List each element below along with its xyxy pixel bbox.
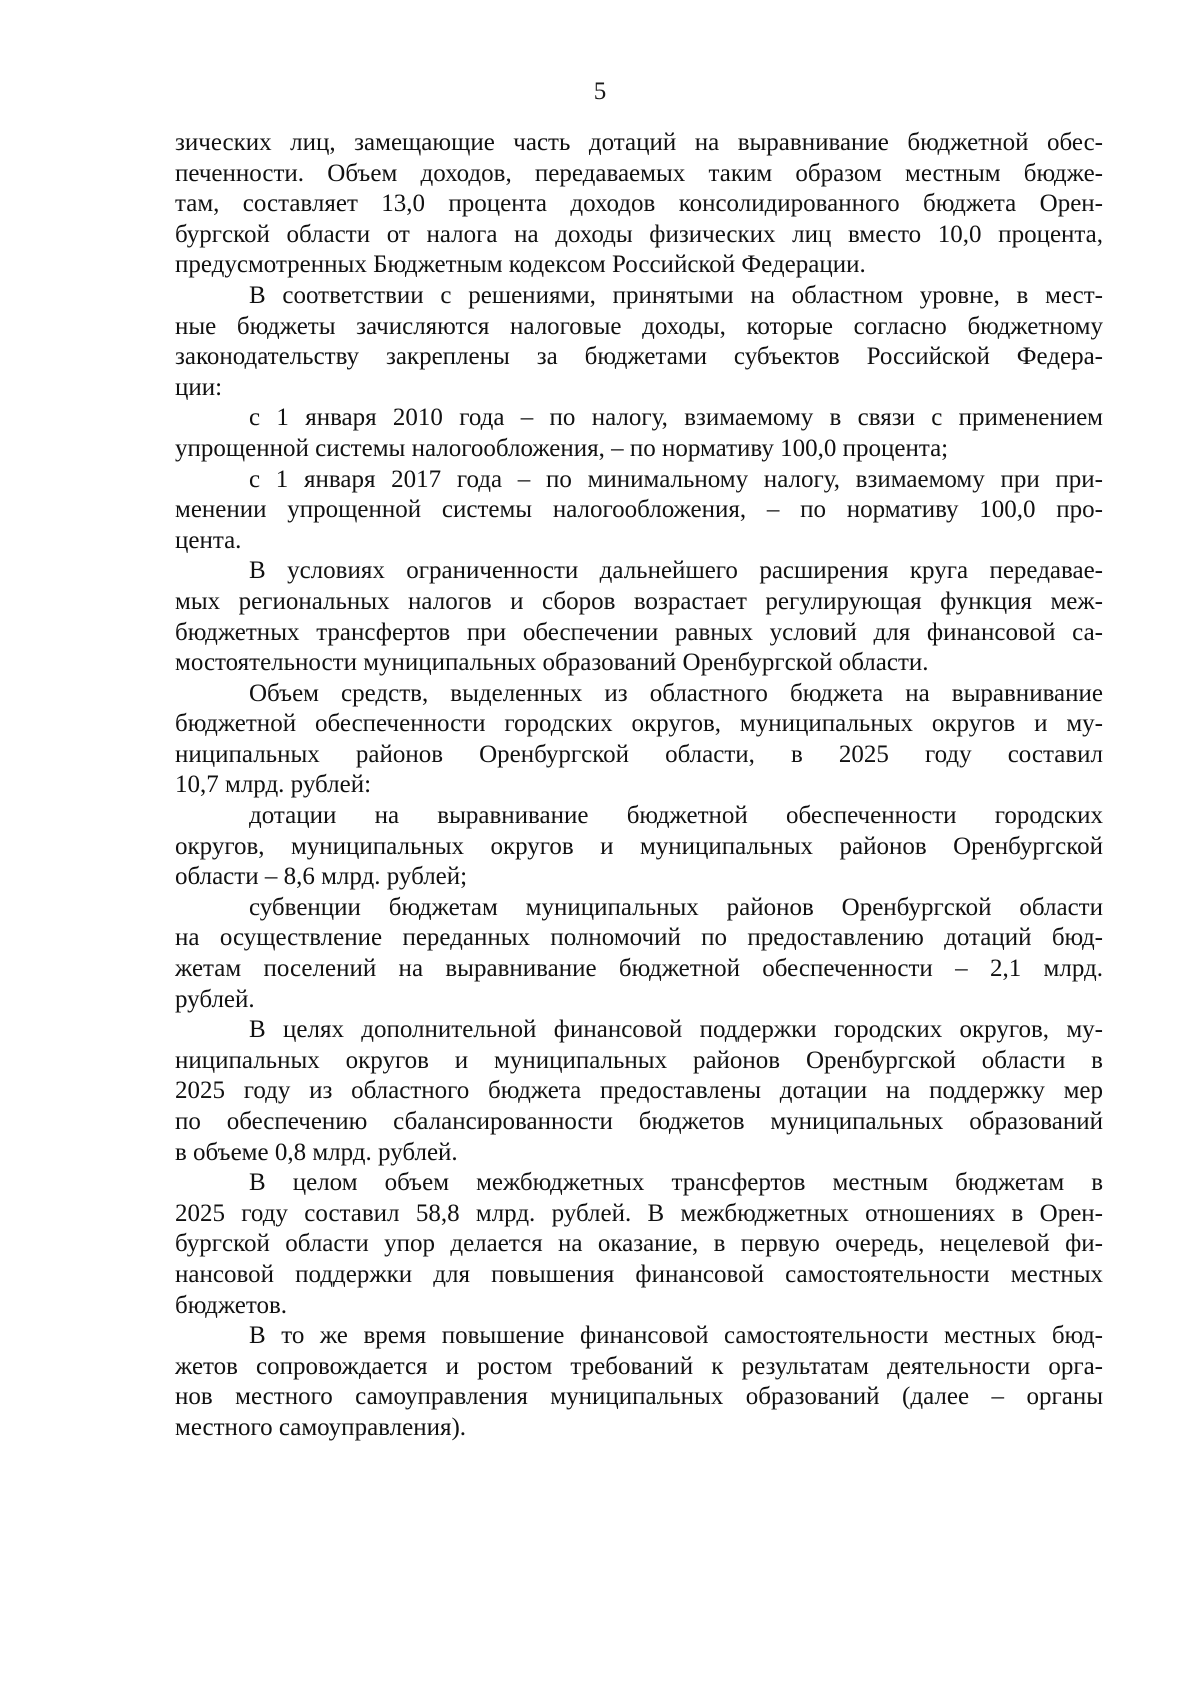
- text-line: нансовой поддержки для повышения финансовой самостоятельности местных: [175, 1260, 1103, 1288]
- paragraph: [175, 893, 1103, 1015]
- paragraph: [175, 281, 1103, 403]
- paragraph: [175, 1015, 1103, 1168]
- text-line: ниципальных районов Оренбургской области, в 2025 году составил: [175, 740, 1103, 768]
- paragraph: [175, 403, 1103, 464]
- text-line: бургской области от налога на доходы физических лиц вместо 10,0 процента,: [175, 220, 1103, 248]
- paragraph: [175, 1168, 1103, 1321]
- text-line: 2025 году из областного бюджета предоставлены дотации на поддержку мер: [175, 1077, 1103, 1105]
- text-line: менении упрощенной системы налогообложения, – по нормативу 100,0 про-: [175, 496, 1103, 524]
- text-line: бюджетных трансфертов при обеспечении равных условий для финансовой са-: [175, 618, 1103, 646]
- text-line: с 1 января 2010 года – по налогу, взимаемому в связи с применением: [249, 404, 1103, 432]
- text-line: округов, муниципальных округов и муниципальных районов Оренбургской: [175, 832, 1103, 860]
- page-number: 5: [593, 78, 607, 105]
- text-line: области – 8,6 млрд. рублей;: [175, 863, 468, 891]
- text-line: печенности. Объем доходов, передаваемых таким образом местным бюдже-: [175, 159, 1103, 187]
- paragraph: [175, 465, 1103, 557]
- text-line: законодательству закреплены за бюджетами субъектов Российской Федера-: [175, 343, 1103, 371]
- text-line: ции:: [175, 373, 223, 401]
- text-line: мостоятельности муниципальных образований Оренбургской области.: [175, 649, 929, 677]
- text-line: В целом объем межбюджетных трансфертов местным бюджетам в: [249, 1169, 1103, 1197]
- text-line: предусмотренных Бюджетным кодексом Российской Федерации.: [175, 251, 866, 279]
- text-line: ные бюджеты зачисляются налоговые доходы, которые согласно бюджетному: [175, 312, 1103, 340]
- text-line: В то же время повышение финансовой самостоятельности местных бюд-: [249, 1322, 1103, 1350]
- text-line: дотации на выравнивание бюджетной обеспеченности городских: [249, 802, 1103, 830]
- text-line: бургской области упор делается на оказание, в первую очередь, нецелевой фи-: [175, 1230, 1103, 1258]
- text-line: бюджетной обеспеченности городских округов, муниципальных округов и му-: [175, 710, 1103, 738]
- text-line: мых региональных налогов и сборов возрастает регулирующая функция меж-: [175, 587, 1103, 615]
- paragraph: [175, 1321, 1103, 1443]
- text-line: рублей.: [175, 985, 255, 1013]
- text-line: В условиях ограниченности дальнейшего расширения круга передавае-: [249, 557, 1103, 585]
- text-line: Объем средств, выделенных из областного бюджета на выравнивание: [249, 679, 1103, 707]
- text-line: В целях дополнительной финансовой поддержки городских округов, му-: [249, 1016, 1103, 1044]
- text-line: цента.: [175, 526, 242, 554]
- paragraph: [175, 128, 1103, 281]
- text-line: местного самоуправления).: [175, 1413, 467, 1441]
- text-line: субвенции бюджетам муниципальных районов Оренбургской области: [249, 893, 1103, 921]
- text-line: ниципальных округов и муниципальных районов Оренбургской области в: [175, 1046, 1103, 1074]
- text-line: нов местного самоуправления муниципальных образований (далее – органы: [175, 1383, 1103, 1411]
- text-line: 10,7 млрд. рублей:: [175, 771, 372, 799]
- text-line: с 1 января 2017 года – по минимальному налогу, взимаемому при при-: [249, 465, 1103, 493]
- text-line: по обеспечению сбалансированности бюджетов муниципальных образований: [175, 1108, 1103, 1135]
- text-line: бюджетов.: [175, 1291, 288, 1319]
- text-line: на осуществление переданных полномочий по предоставлению дотаций бюд-: [175, 924, 1103, 952]
- text-line: 2025 году составил 58,8 млрд. рублей. В межбюджетных отношениях в Орен-: [175, 1199, 1103, 1227]
- paragraph: [175, 556, 1103, 678]
- text-line: В соответствии с решениями, принятыми на областном уровне, в мест-: [249, 281, 1103, 309]
- text-line: в объеме 0,8 млрд. рублей.: [175, 1138, 458, 1166]
- paragraph: [175, 679, 1103, 801]
- text-line: жетам поселений на выравнивание бюджетной обеспеченности – 2,1 млрд.: [175, 955, 1103, 983]
- text-line: жетов сопровождается и ростом требований к результатам деятельности орга-: [175, 1352, 1103, 1380]
- text-line: зических лиц, замещающие часть дотаций на выравнивание бюджетной обес-: [175, 129, 1103, 156]
- document-body: [175, 128, 1103, 1444]
- text-line: там, составляет 13,0 процента доходов консолидированного бюджета Орен-: [175, 190, 1103, 218]
- text-line: упрощенной системы налогообложения, – по нормативу 100,0 процента;: [175, 434, 949, 462]
- paragraph: [175, 801, 1103, 893]
